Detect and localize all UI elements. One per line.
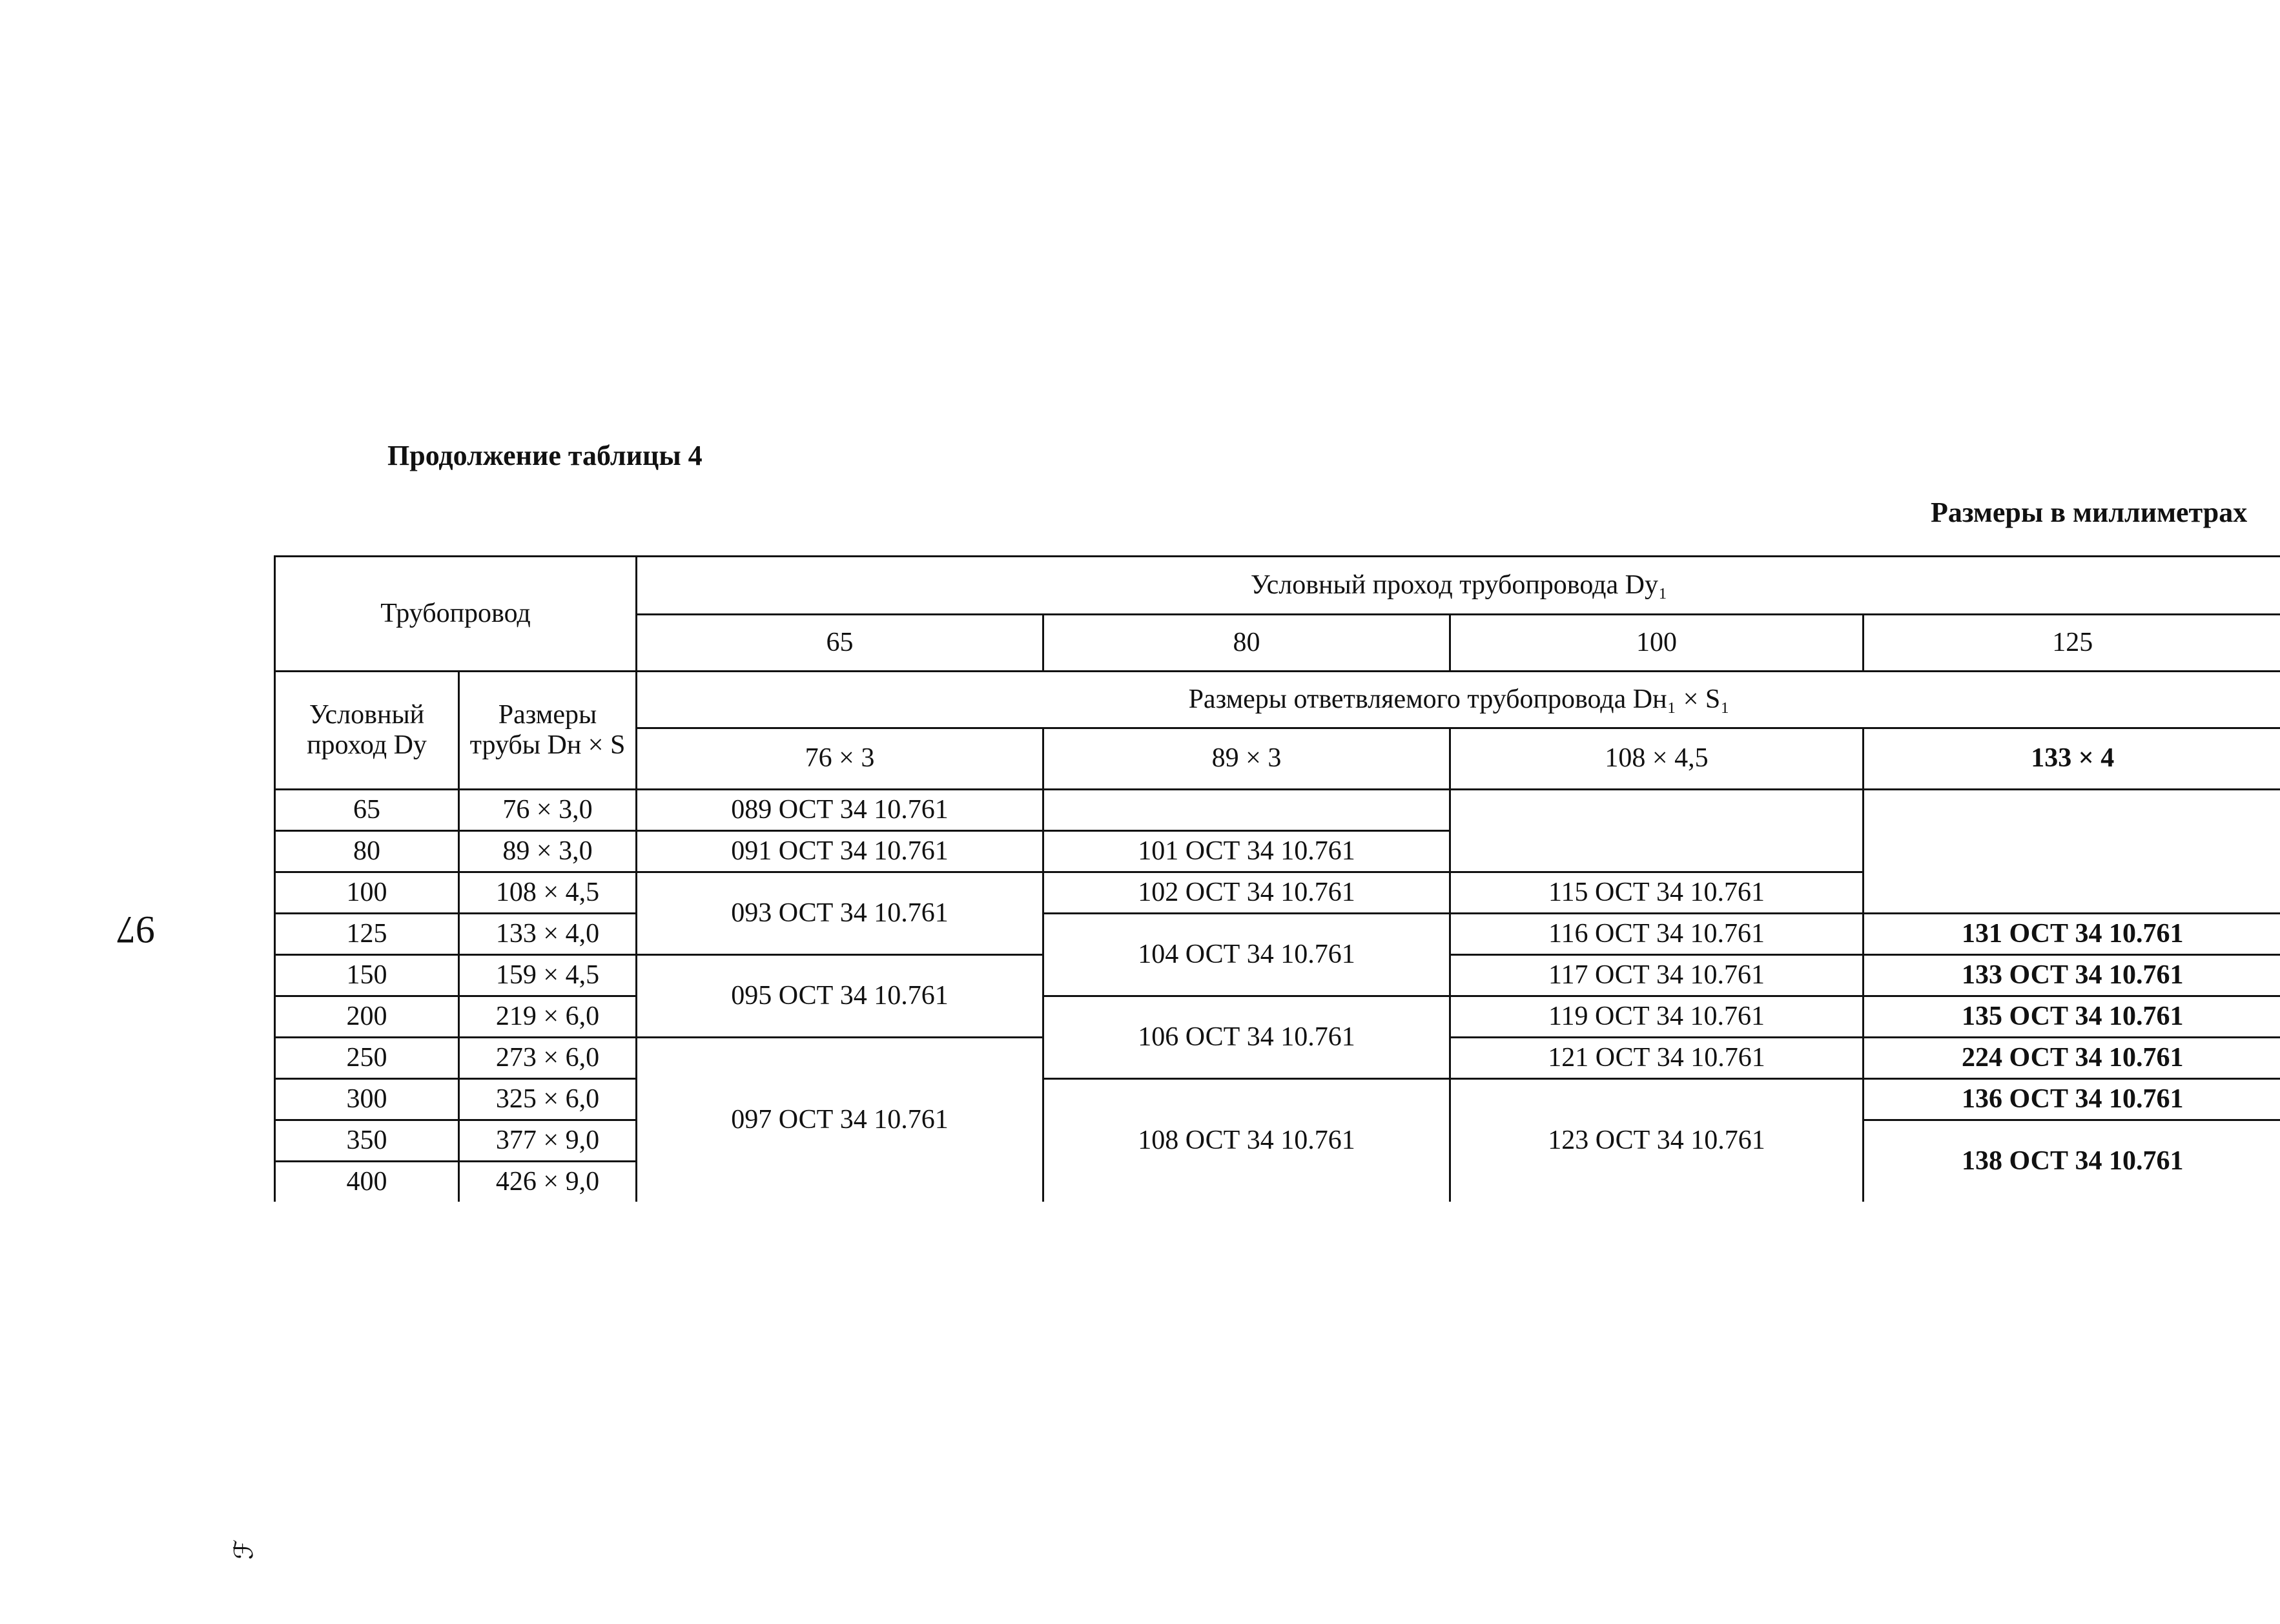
dy1-80: 80 (1043, 615, 1450, 672)
row-size: 219 × 6,0 (459, 996, 637, 1038)
empty-cell (1864, 790, 2280, 914)
table-caption: Продолжение таблицы 4 (387, 440, 703, 471)
tee-cell: 119 ОСТ 34 10.761 (1450, 996, 1864, 1038)
row-size: 426 × 9,0 (459, 1162, 637, 1202)
branch-size-108: 108 × 4,5 (1450, 728, 1864, 790)
row-dy: 250 (275, 1038, 459, 1079)
tee-cell: 106 ОСТ 34 10.761 (1043, 996, 1450, 1079)
pipeline-header: Трубопровод (275, 557, 637, 672)
row-size: 325 × 6,0 (459, 1079, 637, 1120)
tee-cell: 133 ОСТ 34 10.761 (1864, 955, 2280, 996)
row-size: 108 × 4,5 (459, 872, 637, 914)
tee-cell: 104 ОСТ 34 10.761 (1043, 914, 1450, 996)
tee-cell: 224 ОСТ 34 10.761 (1864, 1038, 2280, 1079)
row-dy: 200 (275, 996, 459, 1038)
tee-cell: 115 ОСТ 34 10.761 (1450, 872, 1864, 914)
row-dy: 150 (275, 955, 459, 996)
pipe-tee-table (274, 555, 2280, 1202)
tee-cell: 108 ОСТ 34 10.761 (1043, 1079, 1450, 1202)
pipe-size-header: Размеры трубы Dн × S (459, 672, 637, 790)
empty-cell (1450, 790, 1864, 872)
tee-cell: 097 ОСТ 34 10.761 (637, 1038, 1043, 1202)
tee-cell: 101 ОСТ 34 10.761 (1043, 831, 1450, 872)
branch-size-89: 89 × 3 (1043, 728, 1450, 790)
row-dy: 300 (275, 1079, 459, 1120)
tee-cell: 093 ОСТ 34 10.761 (637, 872, 1043, 955)
tee-cell: 121 ОСТ 34 10.761 (1450, 1038, 1864, 1079)
row-size: 273 × 6,0 (459, 1038, 637, 1079)
tee-cell: 102 ОСТ 34 10.761 (1043, 872, 1450, 914)
dy1-125: 125 (1864, 615, 2280, 672)
tee-cell: 095 ОСТ 34 10.761 (637, 955, 1043, 1038)
row-dy: 100 (275, 872, 459, 914)
tee-cell: 091 ОСТ 34 10.761 (637, 831, 1043, 872)
nominal-bore-header: Условный проход трубопровода Dy₁ (637, 557, 2280, 615)
tee-cell: 117 ОСТ 34 10.761 (1450, 955, 1864, 996)
row-size: 377 × 9,0 (459, 1120, 637, 1162)
tee-cell: 131 ОСТ 34 10.761 (1864, 914, 2280, 955)
row-dy: 400 (275, 1162, 459, 1202)
tee-cell: 123 ОСТ 34 10.761 (1450, 1079, 1864, 1202)
row-dy: 125 (275, 914, 459, 955)
page-number: 97 (116, 909, 155, 951)
row-size: 89 × 3,0 (459, 831, 637, 872)
dy1-100: 100 (1450, 615, 1864, 672)
branch-size-76: 76 × 3 (637, 728, 1043, 790)
row-dy: 350 (275, 1120, 459, 1162)
row-dy: 65 (275, 790, 459, 831)
tee-cell: 138 ОСТ 34 10.761 (1864, 1120, 2280, 1202)
row-size: 76 × 3,0 (459, 790, 637, 831)
tee-cell: 089 ОСТ 34 10.761 (637, 790, 1043, 831)
row-size: 159 × 4,5 (459, 955, 637, 996)
row-dy: 80 (275, 831, 459, 872)
units-note: Размеры в миллиметрах (1931, 497, 2248, 528)
corner-mark: ℱ (229, 1539, 259, 1560)
branch-sizes-header: Размеры ответвляемого трубопровода Dн₁ × S₁ (637, 672, 2280, 728)
branch-size-133: 133 × 4 (1864, 728, 2280, 790)
tee-cell: 135 ОСТ 34 10.761 (1864, 996, 2280, 1038)
tee-cell: 116 ОСТ 34 10.761 (1450, 914, 1864, 955)
empty-cell (1043, 790, 1450, 831)
row-size: 133 × 4,0 (459, 914, 637, 955)
tee-cell: 136 ОСТ 34 10.761 (1864, 1079, 2280, 1120)
dy1-65: 65 (637, 615, 1043, 672)
dy-header: Условный проход Dy (275, 672, 459, 790)
